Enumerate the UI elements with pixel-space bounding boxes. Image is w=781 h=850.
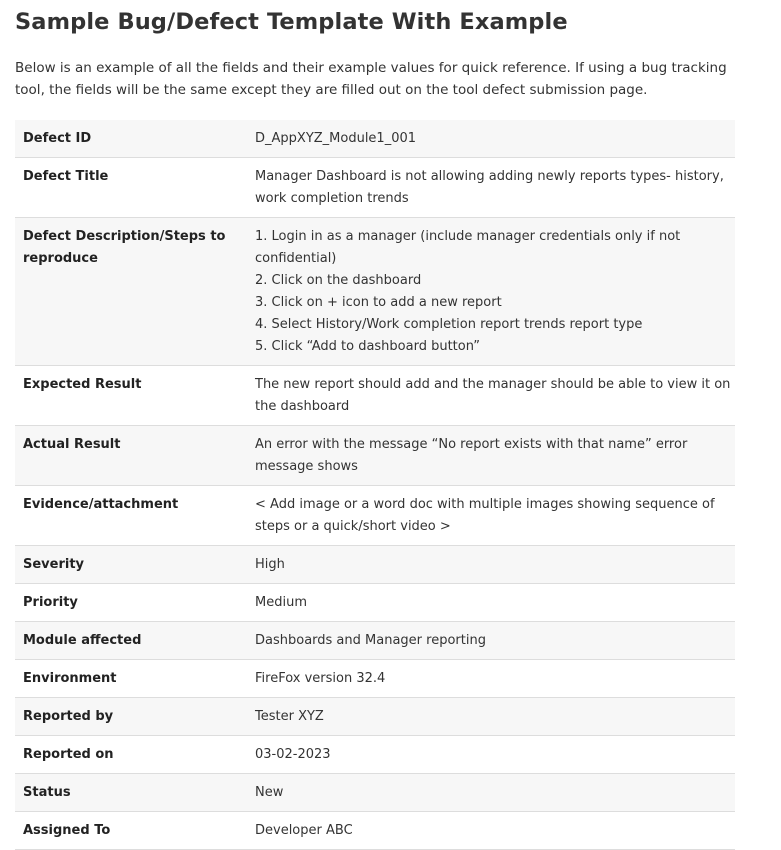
field-value: Developer ABC bbox=[247, 812, 735, 850]
field-label: Defect Description/Steps to reproduce bbox=[15, 218, 247, 366]
field-value: 03-02-2023 bbox=[247, 736, 735, 774]
table-row-reported-by bbox=[15, 698, 735, 736]
field-label: Actual Result bbox=[15, 426, 247, 486]
field-label: Expected Result bbox=[15, 366, 247, 426]
table-row-module-affected bbox=[15, 622, 735, 660]
field-value: FireFox version 32.4 bbox=[247, 660, 735, 698]
table-row-defect-id bbox=[15, 120, 735, 158]
step-item: 1. Login in as a manager (include manager credentials only if not confidential) bbox=[255, 229, 681, 266]
field-value: < Add image or a word doc with multiple images showing sequence of steps or a quick/short video > bbox=[247, 486, 735, 546]
field-label: Assigned To bbox=[15, 812, 247, 850]
field-label: Reported by bbox=[15, 698, 247, 736]
table-row-reported-on bbox=[15, 736, 735, 774]
field-label: Defect ID bbox=[15, 120, 247, 158]
table-row-assigned-to bbox=[15, 812, 735, 850]
step-item: 5. Click “Add to dashboard button” bbox=[255, 339, 480, 354]
field-value: Medium bbox=[247, 584, 735, 622]
table-row-defect-title bbox=[15, 158, 735, 218]
table-row-severity bbox=[15, 546, 735, 584]
field-label: Defect Title bbox=[15, 158, 247, 218]
field-value: The new report should add and the manager should be able to view it on the dashboard bbox=[247, 366, 735, 426]
page-title: Sample Bug/Defect Template With Example bbox=[15, 9, 568, 35]
table-row-status bbox=[15, 774, 735, 812]
field-value-steps bbox=[247, 218, 735, 366]
defect-template-table bbox=[15, 120, 735, 850]
field-label: Status bbox=[15, 774, 247, 812]
step-item: 2. Click on the dashboard bbox=[255, 273, 422, 288]
field-value: Tester XYZ bbox=[247, 698, 735, 736]
table-row-actual-result bbox=[15, 426, 735, 486]
table-row-environment bbox=[15, 660, 735, 698]
field-value: An error with the message “No report exists with that name” error message shows bbox=[247, 426, 735, 486]
step-item: 3. Click on + icon to add a new report bbox=[255, 295, 502, 310]
field-value: D_AppXYZ_Module1_001 bbox=[247, 120, 735, 158]
field-label: Evidence/attachment bbox=[15, 486, 247, 546]
table-row-evidence bbox=[15, 486, 735, 546]
field-label: Environment bbox=[15, 660, 247, 698]
field-value: Manager Dashboard is not allowing adding newly reports types- history, work completion trends bbox=[247, 158, 735, 218]
table-row-expected-result bbox=[15, 366, 735, 426]
step-item: 4. Select History/Work completion report trends report type bbox=[255, 317, 643, 332]
field-label: Priority bbox=[15, 584, 247, 622]
field-label: Reported on bbox=[15, 736, 247, 774]
table-row-priority bbox=[15, 584, 735, 622]
field-value: High bbox=[247, 546, 735, 584]
field-label: Module affected bbox=[15, 622, 247, 660]
field-value: Dashboards and Manager reporting bbox=[247, 622, 735, 660]
field-value: New bbox=[247, 774, 735, 812]
table-row-defect-description bbox=[15, 218, 735, 366]
field-label: Severity bbox=[15, 546, 247, 584]
intro-paragraph: Below is an example of all the fields and their example values for quick reference. If using a bug tracking tool, the fields will be the same except they are filled out on the tool defect submission page. bbox=[15, 60, 727, 98]
